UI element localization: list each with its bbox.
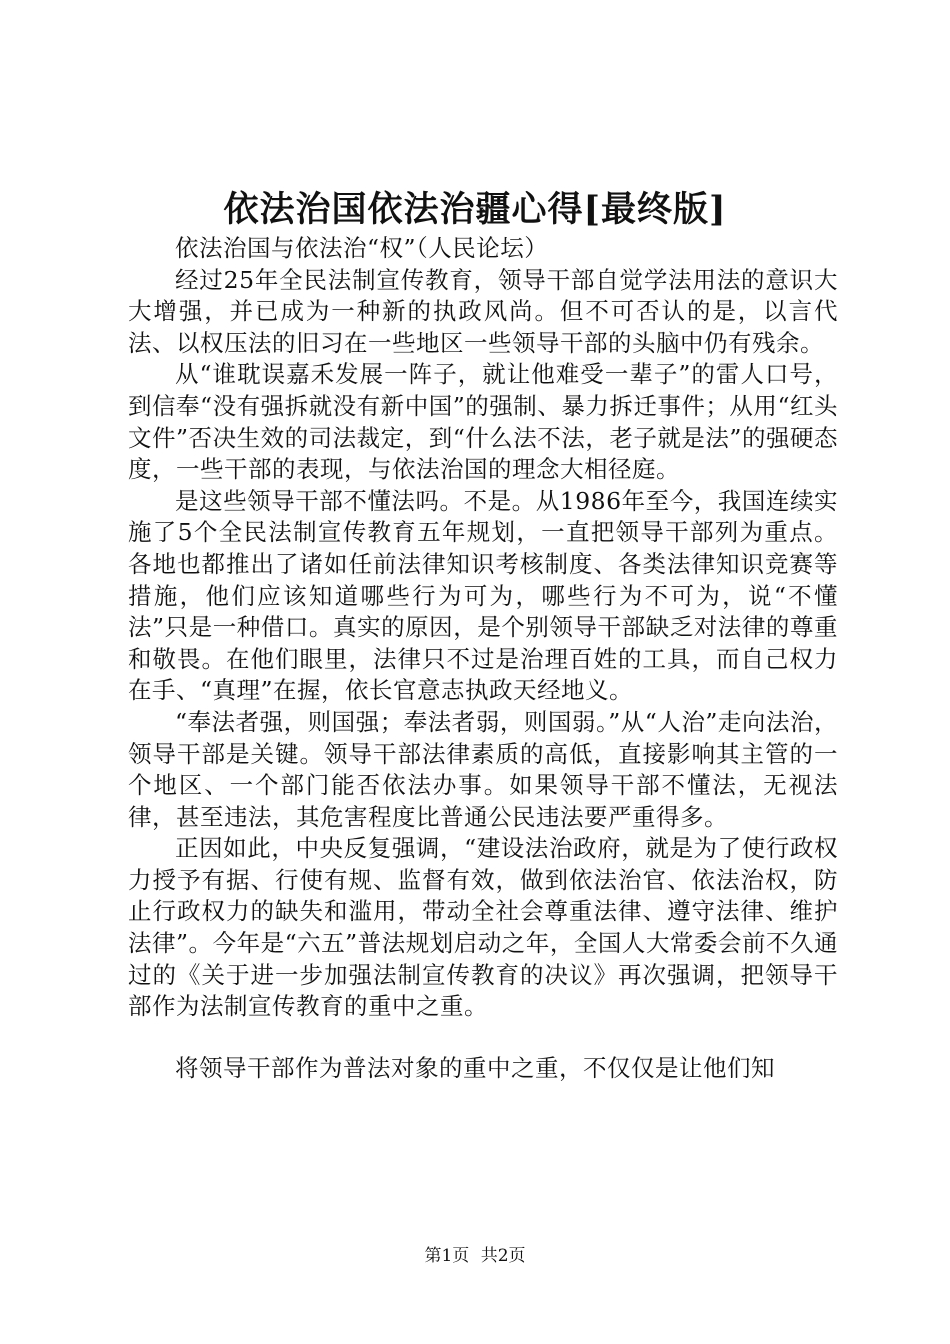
paragraph-4: “奉法者强，则国强；奉法者弱，则国弱。”从“人治”走向法治，领导干部是关键。领导干部法律素质的高低，直接影响其主管的一个地区、一个部门能否依法办事。如果领导干部不懂法，无视法律，甚至违法，其危害程度比普通公民违法要严重得多。 — [128, 707, 838, 831]
paragraph-2: 从“谁耽误嘉禾发展一阵子，就让他难受一辈子”的雷人口号，到信奉“没有强拆就没有新中国”的强制、暴力拆迁事件；从用“红头文件”否决生效的司法裁定，到“什么法不法，老子就是法”的强硬态度，一些干部的表现，与依法治国的理念大相径庭。 — [128, 360, 838, 484]
paragraph-3: 是这些领导干部不懂法吗。不是。从1986年至今，我国连续实施了5个全民法制宣传教育五年规划，一直把领导干部列为重点。各地也都推出了诸如任前法律知识考核制度、各类法律知识竞赛等措施，他们应该知道哪些行为可为，哪些行为不可为，说“不懂法”只是一种借口。真实的原因，是个别领导干部缺乏对法律的尊重和敬畏。在他们眼里，法律只不过是治理百姓的工具，而自己权力在手、“真理”在握，依长官意志执政天经地义。 — [128, 486, 838, 705]
document-body — [128, 233, 838, 1084]
page-total: 共2页 — [480, 1246, 526, 1266]
paragraph-1: 经过25年全民法制宣传教育，领导干部自觉学法用法的意识大大增强，并已成为一种新的执政风尚。但不可否认的是，以言代法、以权压法的旧习在一些地区一些领导干部的头脑中仍有残余。 — [128, 265, 838, 357]
page-number: 第1页 — [424, 1246, 470, 1266]
page-title: 依法治国依法治疆心得[最终版] — [223, 189, 727, 230]
article-subtitle: 依法治国与依法治“权”（人民论坛） — [175, 234, 549, 262]
paragraph-6: 将领导干部作为普法对象的重中之重，不仅仅是让他们知 — [175, 1053, 775, 1082]
paragraph-5: 正因如此，中央反复强调，“建设法治政府，就是为了使行政权力授予有据、行使有规、监督有效，做到依法治官、依法治权，防止行政权力的缺失和滥用，带动全社会尊重法律、遵守法律、维护法律”。今年是“六五”普法规划启动之年，全国人大常委会前不久通过的《关于进一步加强法制宣传教育的决议》再次强调，把领导干部作为法制宣传教育的重中之重。 — [128, 834, 838, 1021]
page-footer — [0, 1244, 950, 1268]
